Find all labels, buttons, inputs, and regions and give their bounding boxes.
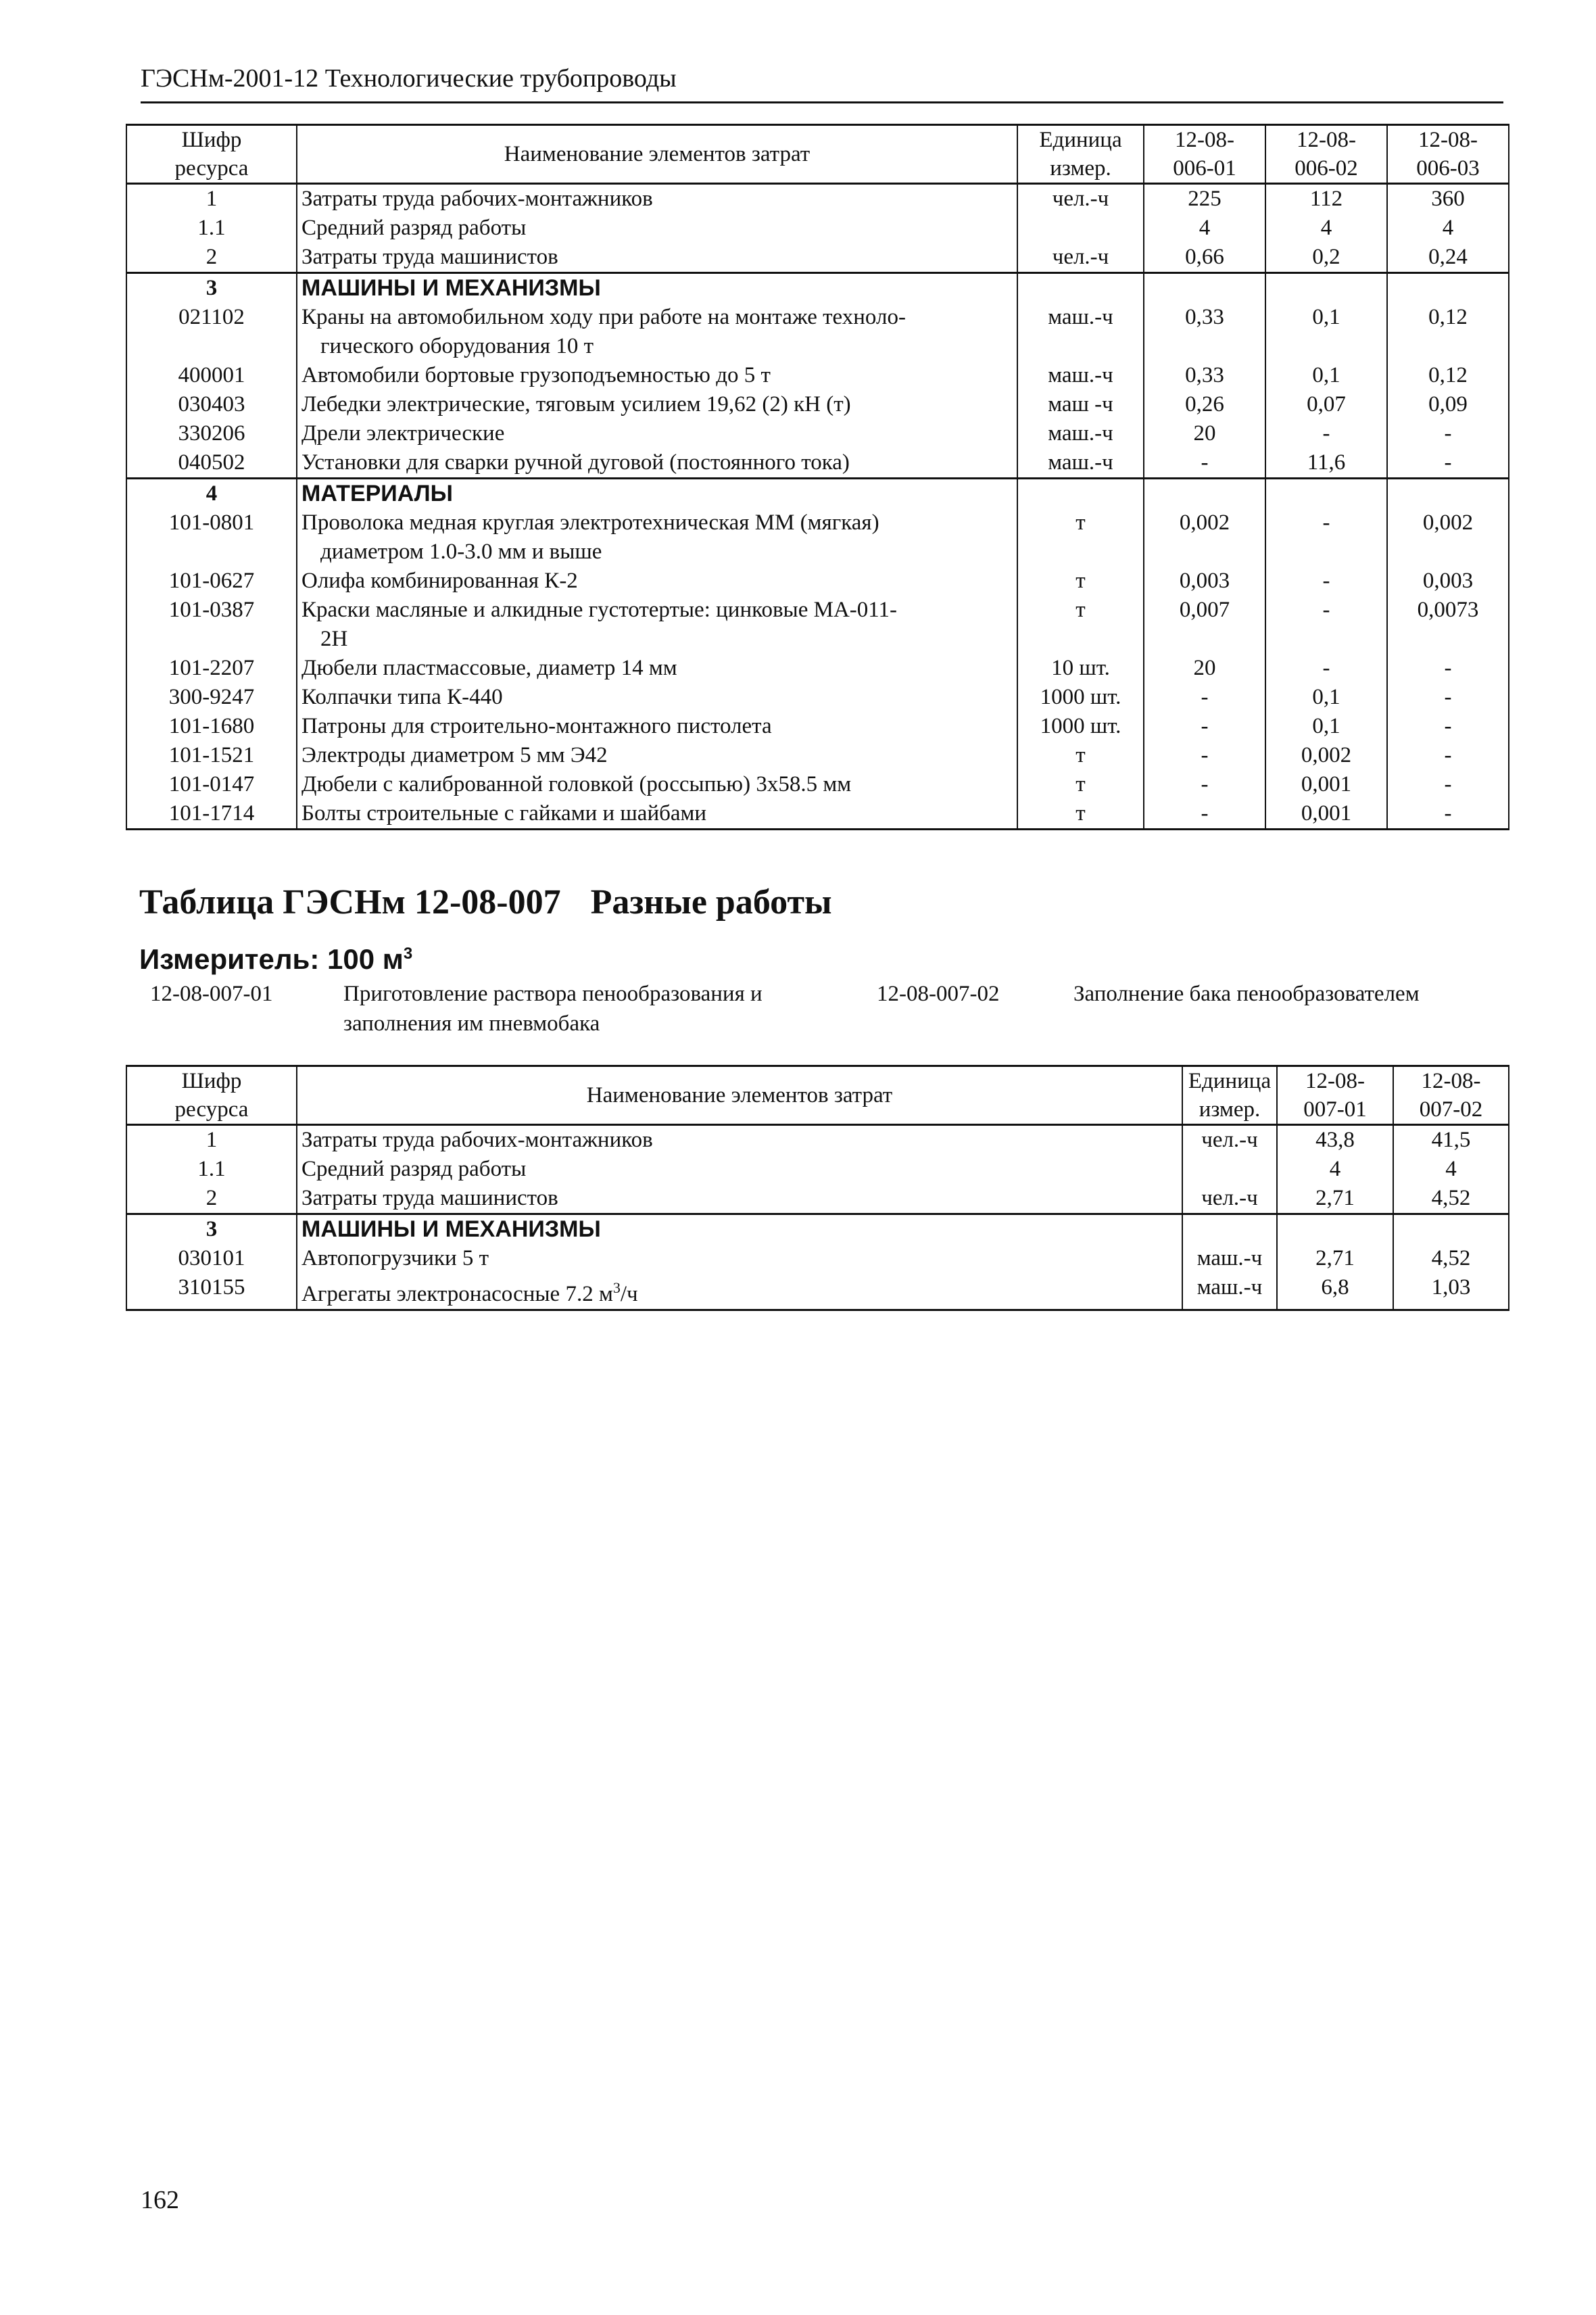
value-006-02: - <box>1265 567 1387 596</box>
value-006-01: - <box>1144 712 1265 741</box>
table-row <box>126 243 1509 273</box>
value-006-02: 112 <box>1265 184 1387 214</box>
resource-unit <box>1182 1214 1277 1245</box>
resource-unit: чел.-ч <box>1017 243 1144 273</box>
value-007-02: 4 <box>1393 1155 1509 1184</box>
resource-unit: т <box>1017 741 1144 770</box>
value-006-01: - <box>1144 770 1265 799</box>
resource-name: Агрегаты электронасосные 7.2 $м^3/ч$ <box>297 1273 1182 1310</box>
resource-code: 101-1680 <box>126 712 297 741</box>
header-col-006-03: 12-08- 006-03 <box>1387 125 1509 184</box>
value-006-01: 225 <box>1144 184 1265 214</box>
resource-code: 300-9247 <box>126 683 297 712</box>
resource-name: Болты строительные с гайками и шайбами <box>297 799 1017 830</box>
value-006-02 <box>1265 273 1387 304</box>
value-006-03: 360 <box>1387 184 1509 214</box>
resource-unit: маш -ч <box>1017 390 1144 419</box>
resource-name: Краны на автомобильном ходу при работе на монтаже техноло- гического оборудования 10 т <box>297 303 1017 361</box>
resource-code: 2 <box>126 1184 297 1214</box>
resource-name: Средний разряд работы <box>297 1155 1182 1184</box>
value-006-03: - <box>1387 799 1509 830</box>
table-row <box>126 361 1509 390</box>
resource-code: 101-2207 <box>126 654 297 683</box>
table-row <box>126 683 1509 712</box>
value-006-02: 0,002 <box>1265 741 1387 770</box>
resource-unit <box>1017 214 1144 243</box>
resource-unit: т <box>1017 799 1144 830</box>
section-row-materials <box>126 479 1509 509</box>
value-006-02: - <box>1265 596 1387 654</box>
resource-unit: 10 шт. <box>1017 654 1144 683</box>
value-006-03 <box>1387 273 1509 304</box>
resource-name: Лебедки электрические, тяговым усилием 19,62 (2) кН (т) <box>297 390 1017 419</box>
resource-code: 1 <box>126 184 297 214</box>
value-006-03: - <box>1387 712 1509 741</box>
resource-name: Установки для сварки ручной дуговой (постоянного тока) <box>297 448 1017 479</box>
running-header: ГЭСНм-2001-12 Технологические трубопроводы <box>141 64 677 93</box>
resource-name: Автопогрузчики 5 т <box>297 1244 1182 1273</box>
table-row <box>126 1155 1509 1184</box>
value-006-01: - <box>1144 448 1265 479</box>
table-title-name: Разные работы <box>590 883 832 922</box>
value-006-02: 0,07 <box>1265 390 1387 419</box>
header-name: Наименование элементов затрат <box>297 1066 1182 1125</box>
resource-unit: маш.-ч <box>1017 303 1144 361</box>
value-006-02: 11,6 <box>1265 448 1387 479</box>
resource-code: 1.1 <box>126 1155 297 1184</box>
table-row <box>126 1273 1509 1310</box>
value-006-03: - <box>1387 683 1509 712</box>
resource-unit: чел.-ч <box>1017 184 1144 214</box>
resource-name: Дюбели с калиброванной головкой (россыпью) 3х58.5 мм <box>297 770 1017 799</box>
value-006-03: - <box>1387 770 1509 799</box>
table-row <box>126 1125 1509 1155</box>
resource-code: 101-0387 <box>126 596 297 654</box>
resource-unit: чел.-ч <box>1182 1184 1277 1214</box>
value-006-01 <box>1144 479 1265 509</box>
value-006-01: - <box>1144 683 1265 712</box>
resource-code: 330206 <box>126 419 297 448</box>
table-row <box>126 712 1509 741</box>
value-006-01: 0,002 <box>1144 508 1265 567</box>
section-title: МАТЕРИАЛЫ <box>297 479 1017 509</box>
section-title: МАШИНЫ И МЕХАНИЗМЫ <box>297 273 1017 304</box>
resource-unit: 1000 шт. <box>1017 683 1144 712</box>
section-title: МАШИНЫ И МЕХАНИЗМЫ <box>297 1214 1182 1245</box>
header-unit: Единица измер. <box>1017 125 1144 184</box>
value-006-02: - <box>1265 419 1387 448</box>
resource-unit: чел.-ч <box>1182 1125 1277 1155</box>
table-row <box>126 214 1509 243</box>
resource-code: 2 <box>126 243 297 273</box>
resource-code: 030101 <box>126 1244 297 1273</box>
value-006-03: 0,003 <box>1387 567 1509 596</box>
value-006-03: 0,24 <box>1387 243 1509 273</box>
resource-table-12-08-007 <box>126 1065 1509 1311</box>
table-header-row <box>126 1066 1509 1125</box>
table-row <box>126 596 1509 654</box>
table-row <box>126 448 1509 479</box>
value-006-01: 0,33 <box>1144 361 1265 390</box>
header-unit: Единица измер. <box>1182 1066 1277 1125</box>
value-006-03: - <box>1387 419 1509 448</box>
table-row <box>126 390 1509 419</box>
table-row <box>126 567 1509 596</box>
measurement-unit: Измеритель: 100 $м^3$ <box>139 943 413 975</box>
resource-unit: маш.-ч <box>1017 361 1144 390</box>
header-name: Наименование элементов затрат <box>297 125 1017 184</box>
header-col-007-02: 12-08- 007-02 <box>1393 1066 1509 1125</box>
resource-code: 3 <box>126 1214 297 1245</box>
value-006-03 <box>1387 479 1509 509</box>
work-description-1: Приготовление раствора пенообразования и заполнения им пневмобака <box>343 982 763 1036</box>
table-title <box>139 881 832 924</box>
table-row <box>126 799 1509 830</box>
resource-code: 101-0627 <box>126 567 297 596</box>
work-description-2: Заполнение бака пенообразователем <box>1073 982 1420 1006</box>
table-row <box>126 1184 1509 1214</box>
value-006-03: - <box>1387 654 1509 683</box>
value-007-02: 4,52 <box>1393 1184 1509 1214</box>
resource-code: 030403 <box>126 390 297 419</box>
resource-name: Затраты труда рабочих-монтажников <box>297 184 1017 214</box>
header-code: Шифр ресурса <box>126 125 297 184</box>
work-code-1: 12-08-007-01 <box>150 982 273 1006</box>
resource-unit: т <box>1017 596 1144 654</box>
value-006-01: 0,003 <box>1144 567 1265 596</box>
value-006-02: 0,001 <box>1265 770 1387 799</box>
resource-name: Патроны для строительно-монтажного пистолета <box>297 712 1017 741</box>
resource-unit: т <box>1017 508 1144 567</box>
resource-code: 101-0147 <box>126 770 297 799</box>
header-col-006-02: 12-08- 006-02 <box>1265 125 1387 184</box>
value-007-02: 4,52 <box>1393 1244 1509 1273</box>
resource-code: 101-1521 <box>126 741 297 770</box>
resource-unit <box>1017 479 1144 509</box>
value-006-03: 0,12 <box>1387 303 1509 361</box>
header-code: Шифр ресурса <box>126 1066 297 1125</box>
value-007-01 <box>1277 1214 1393 1245</box>
header-col-007-01: 12-08- 007-01 <box>1277 1066 1393 1125</box>
value-006-01: 0,26 <box>1144 390 1265 419</box>
resource-code: 101-1714 <box>126 799 297 830</box>
value-006-01: - <box>1144 799 1265 830</box>
table-row <box>126 508 1509 567</box>
resource-code: 101-0801 <box>126 508 297 567</box>
resource-code: 3 <box>126 273 297 304</box>
header-rule <box>141 101 1503 103</box>
table-title-code: Таблица ГЭСНм 12-08-007 <box>139 883 561 922</box>
table-row <box>126 770 1509 799</box>
value-006-03: 0,12 <box>1387 361 1509 390</box>
table-row <box>126 741 1509 770</box>
value-006-02: 0,001 <box>1265 799 1387 830</box>
resource-code: 310155 <box>126 1273 297 1310</box>
value-006-03: 0,002 <box>1387 508 1509 567</box>
value-006-01: - <box>1144 741 1265 770</box>
resource-unit: 1000 шт. <box>1017 712 1144 741</box>
work-code-2: 12-08-007-02 <box>877 982 1000 1006</box>
value-007-01: 6,8 <box>1277 1273 1393 1310</box>
value-006-03: 0,09 <box>1387 390 1509 419</box>
value-006-01: 0,007 <box>1144 596 1265 654</box>
table-header-row <box>126 125 1509 184</box>
resource-unit <box>1017 273 1144 304</box>
resource-name: Затраты труда машинистов <box>297 243 1017 273</box>
resource-code: 021102 <box>126 303 297 361</box>
value-006-01: 20 <box>1144 419 1265 448</box>
resource-name: Проволока медная круглая электротехническая ММ (мягкая) диаметром 1.0-3.0 мм и выше <box>297 508 1017 567</box>
value-007-01: 4 <box>1277 1155 1393 1184</box>
resource-code: 400001 <box>126 361 297 390</box>
table-row <box>126 1244 1509 1273</box>
value-006-02: 4 <box>1265 214 1387 243</box>
resource-name: Затраты труда рабочих-монтажников <box>297 1125 1182 1155</box>
value-007-01: 2,71 <box>1277 1244 1393 1273</box>
table-row <box>126 184 1509 214</box>
value-006-03: - <box>1387 448 1509 479</box>
resource-unit: т <box>1017 567 1144 596</box>
resource-unit: маш.-ч <box>1182 1244 1277 1273</box>
resource-name: Дрели электрические <box>297 419 1017 448</box>
resource-code: 1.1 <box>126 214 297 243</box>
value-006-01: 4 <box>1144 214 1265 243</box>
value-006-01: 0,66 <box>1144 243 1265 273</box>
value-006-02: - <box>1265 508 1387 567</box>
value-006-02: 0,1 <box>1265 683 1387 712</box>
resource-name: Затраты труда машинистов <box>297 1184 1182 1214</box>
resource-name: Дюбели пластмассовые, диаметр 14 мм <box>297 654 1017 683</box>
table-row <box>126 303 1509 361</box>
value-006-02: 0,1 <box>1265 712 1387 741</box>
resource-name: Краски масляные и алкидные густотертые: цинковые МА-011- 2Н <box>297 596 1017 654</box>
value-006-03: - <box>1387 741 1509 770</box>
value-007-01: 2,71 <box>1277 1184 1393 1214</box>
resource-code: 4 <box>126 479 297 509</box>
value-006-01 <box>1144 273 1265 304</box>
resource-name: Автомобили бортовые грузоподъемностью до 5 т <box>297 361 1017 390</box>
section-row-machines <box>126 1214 1509 1245</box>
value-006-03: 4 <box>1387 214 1509 243</box>
value-006-02: - <box>1265 654 1387 683</box>
table-row <box>126 419 1509 448</box>
resource-unit <box>1182 1155 1277 1184</box>
value-006-02 <box>1265 479 1387 509</box>
resource-unit: маш.-ч <box>1017 419 1144 448</box>
table-row <box>126 654 1509 683</box>
value-006-02: 0,1 <box>1265 303 1387 361</box>
header-col-006-01: 12-08- 006-01 <box>1144 125 1265 184</box>
resource-unit: т <box>1017 770 1144 799</box>
resource-unit: маш.-ч <box>1017 448 1144 479</box>
section-row-machines <box>126 273 1509 304</box>
value-007-01: 43,8 <box>1277 1125 1393 1155</box>
resource-name: Средний разряд работы <box>297 214 1017 243</box>
value-006-02: 0,1 <box>1265 361 1387 390</box>
resource-code: 1 <box>126 1125 297 1155</box>
resource-name: Электроды диаметром 5 мм Э42 <box>297 741 1017 770</box>
resource-name: Колпачки типа К-440 <box>297 683 1017 712</box>
resource-table-12-08-006 <box>126 124 1509 830</box>
value-006-01: 0,33 <box>1144 303 1265 361</box>
value-007-02: 1,03 <box>1393 1273 1509 1310</box>
resource-unit: маш.-ч <box>1182 1273 1277 1310</box>
value-006-02: 0,2 <box>1265 243 1387 273</box>
value-006-01: 20 <box>1144 654 1265 683</box>
value-006-03: 0,0073 <box>1387 596 1509 654</box>
resource-name: Олифа комбинированная К-2 <box>297 567 1017 596</box>
value-007-02 <box>1393 1214 1509 1245</box>
value-007-02: 41,5 <box>1393 1125 1509 1155</box>
resource-code: 040502 <box>126 448 297 479</box>
page-number: 162 <box>141 2186 179 2214</box>
